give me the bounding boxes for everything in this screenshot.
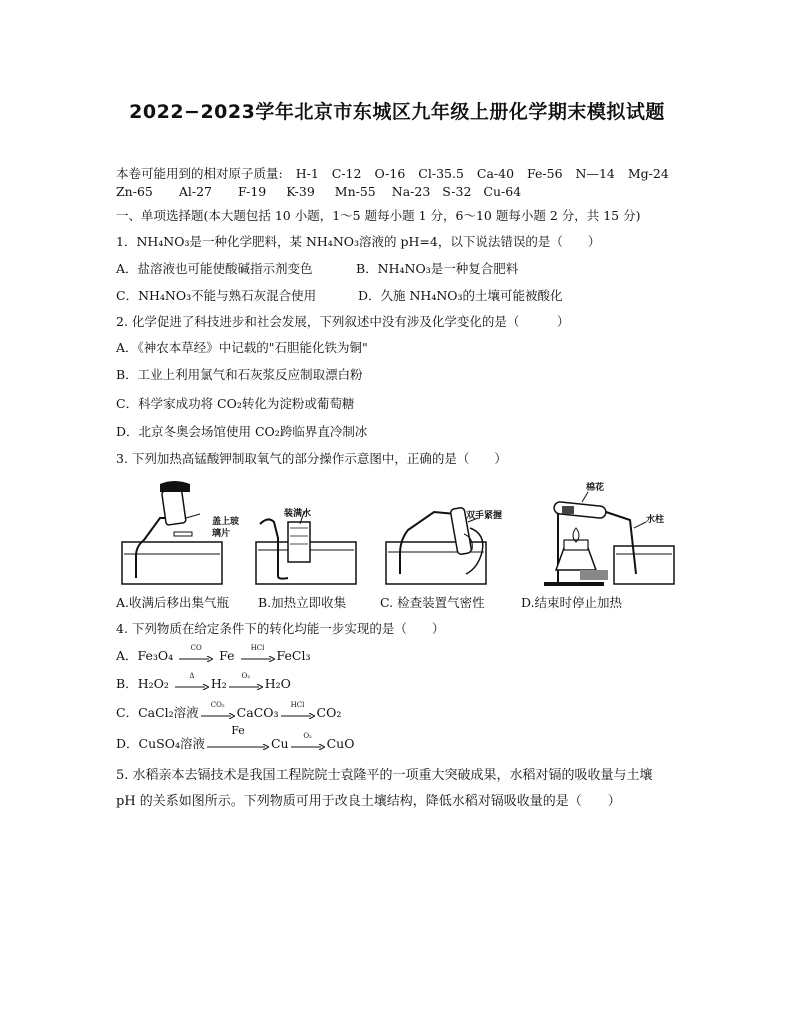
question-1-option-d: D．久施 NH₄NO₃的土壤可能被酸化 [358, 288, 563, 303]
intermediate: H₂ [210, 676, 227, 691]
arrow-condition: O₂ [241, 671, 251, 680]
arrow-condition: Δ [189, 671, 195, 680]
atomic-mass: H-1 [295, 166, 319, 181]
question-3-option-a: A.收满后移出集气瓶 [116, 595, 230, 610]
question-4-option-d [116, 723, 355, 752]
reaction-arrow [201, 700, 235, 720]
arrow-condition: HCl [250, 643, 265, 652]
question-2-stem: 2. 化学促进了科技进步和社会发展，下列叙述中没有涉及化学变化的是（ ） [116, 314, 570, 329]
arrow-condition: Fe [231, 723, 245, 737]
atomic-mass: O-16 [374, 166, 406, 181]
option-prefix: A． [116, 648, 138, 663]
question-2-option-a: A．《神农本草经》中记载的"石胆能化铁为铜" [116, 340, 368, 355]
intermediate: CaCO₃ [236, 705, 279, 720]
intermediate: Fe [219, 648, 235, 663]
figure-a [116, 478, 246, 590]
figure-b-label: 装满水 [284, 509, 312, 519]
question-2-option-c: C．科学家成功将 CO₂转化为淀粉或葡萄糖 [116, 396, 355, 411]
reaction-arrow [207, 723, 269, 751]
atomic-mass: Cu-64 [483, 184, 522, 199]
figure-a-label: 盖上玻璃片 [212, 517, 240, 539]
collection-figure [254, 478, 364, 590]
question-1-option-a: A．盐溶液也可能使酸碱指示剂变色 [116, 261, 313, 276]
reaction-arrow [179, 643, 213, 663]
product: CO₂ [316, 705, 342, 720]
arrow-condition: CO [190, 643, 202, 652]
question-2-option-d: D．北京冬奥会场馆使用 CO₂跨临界直冷制冰 [116, 424, 368, 439]
question-5-stem-line-1: 5. 水稻亲本去镉技术是我国工程院院士袁隆平的一项重大突破成果，水稻对镉的吸收量与土壤 [116, 768, 653, 783]
question-4-option-b [116, 671, 291, 692]
reaction-arrow [241, 643, 275, 663]
question-4-option-a [116, 643, 311, 664]
atomic-mass: Cl-35.5 [418, 166, 464, 181]
figure-c [382, 478, 522, 590]
atomic-mass: S-32 [442, 184, 472, 199]
product: FeCl₃ [276, 648, 311, 663]
question-4-option-c [116, 700, 342, 721]
atomic-mass: Mn-55 [334, 184, 376, 199]
heating-apparatus-figure [534, 478, 676, 590]
question-3-option-b: B.加热立即收集 [258, 595, 347, 610]
option-prefix: D． [116, 736, 139, 751]
question-1-option-b: B．NH₄NO₃是一种复合肥料 [356, 261, 519, 276]
atomic-mass: Mg-24 [627, 166, 669, 181]
airtightness-figure [382, 478, 522, 590]
atomic-mass: Na-23 [391, 184, 431, 199]
question-3-option-c: C. 检查装置气密性 [380, 595, 485, 610]
arrow-condition: HCl [290, 700, 305, 709]
atomic-mass: F-19 [238, 184, 267, 199]
option-prefix: B． [116, 676, 138, 691]
question-4-stem: 4. 下列物质在给定条件下的转化均能一步实现的是（ ） [116, 621, 445, 636]
atomic-mass: C-12 [331, 166, 362, 181]
arrow-condition: CO₂ [210, 700, 225, 709]
intermediate: Cu [270, 736, 289, 751]
question-5-stem-line-2: pH 的关系如图所示。下列物质可用于改良土壤结构，降低水稻对镉吸收量的是（ ） [116, 794, 621, 809]
atomic-mass: Ca-40 [476, 166, 515, 181]
atomic-mass-line-1 [116, 166, 678, 182]
product: H₂O [264, 676, 291, 691]
atomic-mass-line-2 [116, 184, 530, 200]
atomic-mass: K-39 [286, 184, 315, 199]
question-1-option-c: C．NH₄NO₃不能与熟石灰混合使用 [116, 288, 317, 303]
figure-b [254, 478, 364, 590]
reactant: Fe₃O₄ [137, 648, 174, 663]
reactant: H₂O₂ [137, 676, 169, 691]
question-3-stem: 3. 下列加热高锰酸钾制取氧气的部分操作示意图中，正确的是（ ） [116, 451, 507, 466]
reaction-arrow [175, 671, 209, 691]
question-3-option-d: D.结束时停止加热 [521, 595, 623, 610]
atomic-mass: Al-27 [178, 184, 213, 199]
question-2-option-b: B．工业上利用氯气和石灰浆反应制取漂白粉 [116, 367, 363, 382]
figure-c-label: 双手紧握 [466, 511, 503, 521]
reaction-arrow [229, 671, 263, 691]
atomic-mass: Zn-65 [116, 184, 153, 199]
reactant: CaCl₂溶液 [138, 705, 199, 720]
reaction-arrow [291, 731, 325, 751]
section-heading: 一、单项选择题(本大题包括 10 小题，1～5 题每小题 1 分，6～10 题每小题 2 分，共 15 分) [116, 208, 641, 223]
atomic-mass: N—14 [575, 166, 615, 181]
reaction-arrow [281, 700, 315, 720]
figure-d-label-water: 水柱 [646, 515, 665, 525]
reactant: CuSO₄溶液 [138, 736, 205, 751]
arrow-condition: O₂ [303, 731, 312, 740]
product: CuO [326, 736, 355, 751]
atomic-mass: Fe-56 [527, 166, 563, 181]
question-3-figures [116, 478, 676, 590]
figure-d [534, 478, 676, 590]
option-prefix: C． [116, 705, 139, 720]
page-title: 2022−2023学年北京市东城区九年级上册化学期末模拟试题 [129, 101, 665, 123]
question-1-stem: 1．NH₄NO₃是一种化学肥料，某 NH₄NO₃溶液的 pH=4，以下说法错误的是（ ） [116, 234, 601, 249]
intro-label: 本卷可能用到的相对原子质量: [116, 166, 283, 181]
figure-d-label-cotton: 棉花 [586, 483, 605, 493]
